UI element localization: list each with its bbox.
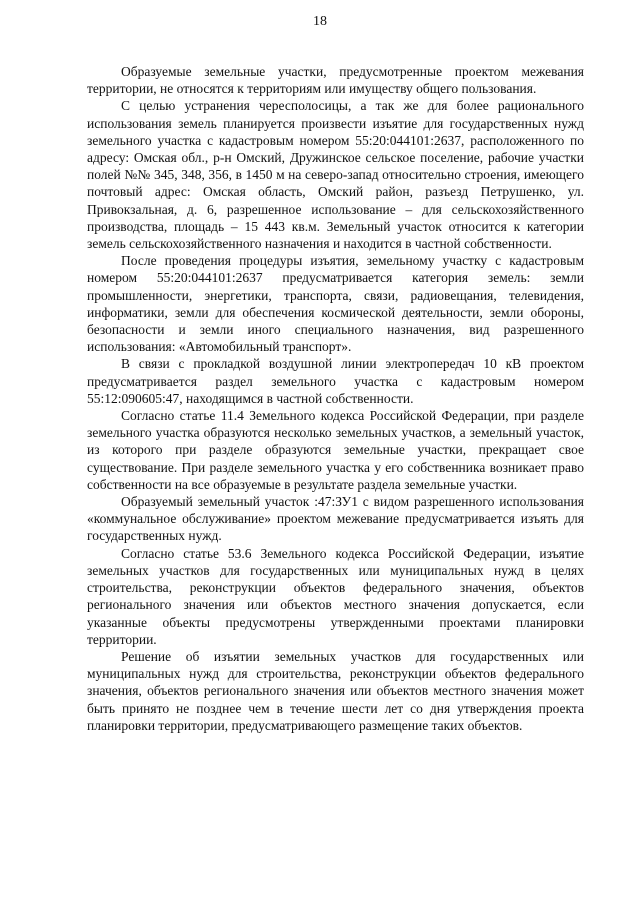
paragraph-public-use: Образуемые земельные участки, предусмотренные проектом межевания территории, не относятся к территориям или имуществу общего пользования. bbox=[87, 64, 584, 97]
paragraph-article-53-6: Согласно статье 53.6 Земельного кодекса Российской Федерации, изъятие земельных участков для государственных или муниципальных нужд в целях строительства, реконструкции объектов федерального значения, объектов регионального значения или объектов местного значения допускается, если указанные объекты предусмотрены утвержденными проектами планировки территории. bbox=[87, 545, 584, 647]
paragraph-article-11-4: Согласно статье 11.4 Земельного кодекса Российской Федерации, при разделе земельного участка образуются несколько земельных участков, а земельный участок, из которого при разделе образуются земельные участки, прекращает свое существование. При разделе земельного участка у его собственника возникает право собственности на все образуемые в результате раздела земельные участки. bbox=[87, 408, 584, 492]
paragraph-decision-term: Решение об изъятии земельных участков для государственных или муниципальных нужд для строительства, реконструкции объектов федерального значения, объектов регионального значения или объектов местного значения может быть принято не позднее чем в течение шести лет со дня утверждения проекта планировки территории, предусматривающего размещение таких объектов. bbox=[87, 648, 584, 733]
document-body bbox=[87, 63, 584, 734]
paragraph-zu1-withdrawal: Образуемый земельный участок :47:ЗУ1 с видом разрешенного использования «коммунальное обслуживание» проектом межевание предусматривается изъять для государственных нужд. bbox=[87, 494, 584, 544]
paragraph-withdrawal-plan: С целью устранения чересполосицы, а так же для более рационального использования земель планируется произвести изъятие для государственных нужд земельного участка с кадастровым номером 55:20:044101:2637, расположенного по адресу: Омская обл., р-н Омский, Дружинское сельское поселение, рабочие участки полей №№ 345, 348, 356, в 1450 м на северо-запад относительно строения, имеющего почтовый адрес: Омская область, Омский район, разъезд Петрушенко, ул. Привокзальная, д. 6, разрешенное использование – для сельскохозяйственного производства, площадь – 15 443 кв.м. Земельный участок относится к категории земель сельскохозяйственного назначения и находится в частной собственности. bbox=[87, 98, 584, 252]
paragraph-power-line-division: В связи с прокладкой воздушной линии электропередач 10 кВ проектом предусматривается раздел земельного участка с кадастровым номером 55:12:090605:47, находящимся в частной собственности. bbox=[87, 356, 584, 406]
page-number: 18 bbox=[313, 14, 327, 29]
paragraph-post-withdrawal-category: После проведения процедуры изъятия, земельному участку с кадастровым номером 55:20:044101:2637 предусматривается категория земель: земли промышленности, энергетики, транспорта, связи, радиовещания, телевидения, информатики, земли для обеспечения космической деятельности, земли обороны, безопасности и земли иного специального назначения, вид разрешенного использования: «Автомобильный транспорт». bbox=[87, 253, 584, 355]
